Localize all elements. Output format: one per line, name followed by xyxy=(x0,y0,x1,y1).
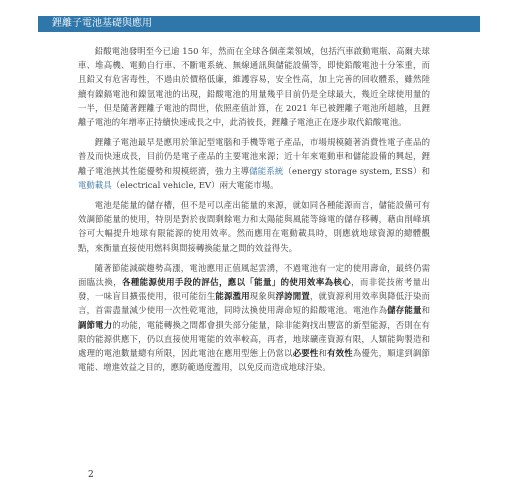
paragraph-text: 和 xyxy=(318,348,328,359)
emphasized-text: 必要性 xyxy=(292,348,319,359)
paragraph-text: 和 xyxy=(421,305,430,316)
paragraph-text: 電池是能量的儲存槽，但不是可以產出能量的來源，就如同各種能源而言，儲能設備可有效調節能量的使用，特別是對於夜間剩餘電力和太陽能與風能等綠電的儲存移轉，藉由削峰填谷可大幅提升地球有限能源的使用效率。然而應用在電動載具時，則應就地球資源的總體觀點，來衡量直接使用燃料與間接轉換能量之間的效益得失。 xyxy=(78,200,430,253)
page-number: 2 xyxy=(88,470,94,480)
body-text xyxy=(78,44,430,374)
paragraph xyxy=(78,44,430,129)
paragraph-text: （energy storage system, ESS）和 xyxy=(283,165,430,176)
paragraph-text: 鉛酸電池發明至今已逾 150 年，然而在全球各個產業領域，包括汽車啟動電瓶、高爾夫球車、堆高機、電動自行車、不斷電系統、無線通訊與儲能設備等，即使鉛酸電池十分笨重，而且鉛又有危害毒性，不過由於價格低廉，維護容易，安全性高，加上完善的回收體系，雖然陸續有鎳鎘電池和鎳氫電池的出現，鉛酸電池的用量幾乎目前仍是全球最大，幾近全球使用量的一半，但是隨著鋰離子電池的問世，依照產值計算，在 2021 年已被鋰離子電池所超越，且鋰離子電池的年增率正持續快速成長之中，此消彼長，鋰離子電池正在逐步取代鉛酸電池。 xyxy=(78,46,430,128)
paragraph-text: （electrical vehicle, EV）兩大電能市場。 xyxy=(111,179,279,190)
paragraph xyxy=(78,198,430,255)
paragraph xyxy=(78,261,430,375)
paragraph-text: 鋰離子電池最早是應用於筆記型電腦和手機等電子產品，市場規模隨著消費性電子產品的普及而快速成長，目前仍是電子產品的主要電池來源；近十年來電動車和儲能設備的興起，鋰離子電池挾其性能優勢和規模經濟，強力主導 xyxy=(78,137,430,176)
emphasized-text: 能源濫用 xyxy=(215,291,250,302)
paragraph xyxy=(78,135,430,192)
running-header-title: 鋰離子電池基礎與應用 xyxy=(52,18,152,29)
emphasized-text: 各種能源使用手段的評估，應以「能量」的使用效率為核心 xyxy=(122,277,352,288)
emphasized-text: 浮誇閒置 xyxy=(275,291,310,302)
paragraph-text: 隨著節能減碳趨勢高漲，電池應用正值風起雲湧，不過電池有一定的使用壽命，最終仍需面臨汰換， xyxy=(78,262,430,288)
emphasized-text: 有效性 xyxy=(327,348,353,359)
paragraph-text: 為優先，順達到調節電能、增進效益之目的，應防範過度濫用，以免反而造成地球汙染。 xyxy=(78,348,431,373)
highlighted-term: 電動載具 xyxy=(78,179,112,190)
paragraph-text: 現象與 xyxy=(249,291,276,302)
paragraph-text: ，就資源利用效率與降低汙染而言，首需盡量減少使用一次性乾電池，同時汰換使用壽命短的鉛酸電池。電池作為 xyxy=(78,291,430,316)
header-bar xyxy=(38,16,480,32)
emphasized-text: 調節電力 xyxy=(78,319,113,330)
paragraph-text: 的功能，電能轉換之間都會損失部分能量，除非能夠找出豐富的新型能源，否則在有限的能源供應下，仍以直接使用電能的效率較高，再者，地球礦產資源有限，人類能夠製造和處理的電池數量總有所限，因此電池在應用型態上仍當以 xyxy=(78,319,430,359)
emphasized-text: 儲存能量 xyxy=(387,305,422,316)
paragraph-text: ，而非從技術考量出發，一味盲目擴張使用，很可能衍生 xyxy=(78,277,430,302)
highlighted-term: 儲能系統 xyxy=(249,165,284,176)
